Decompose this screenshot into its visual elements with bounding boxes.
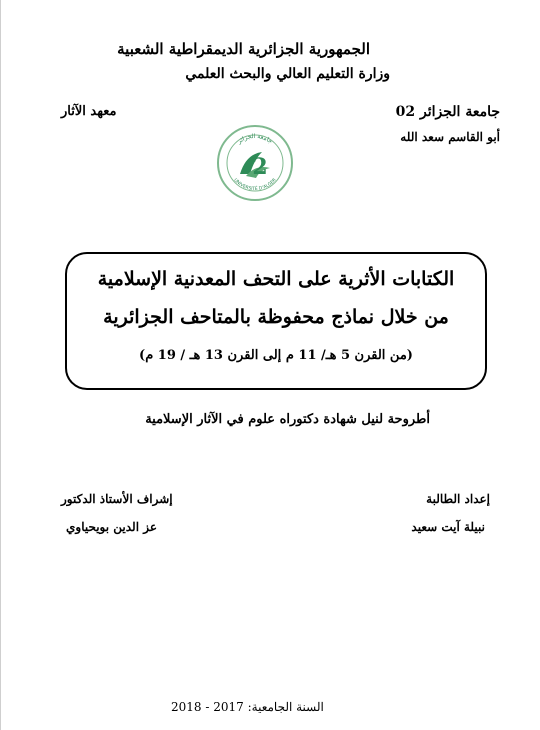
thesis-title-box [65, 252, 487, 390]
thesis-title-line-1: الكتابات الأثرية على التحف المعدنية الإسلامية [97, 268, 455, 290]
seal-arc-bottom-text: UNIVERSITÉ D'ALGER [232, 177, 278, 193]
prepared-by-label: إعداد الطالبة [426, 492, 490, 506]
academic-year: السنة الجامعية: 2017 - 2018 [171, 700, 324, 714]
seal-numeral: 2 [252, 154, 268, 180]
university-name: جامعة الجزائر 02 [395, 104, 500, 120]
supervisor-label: إشراف الأستاذ الدكتور [61, 492, 173, 506]
thesis-period: (من القرن 5 هـ/ 11 م إلى القرن 13 هـ / 19 م) [139, 348, 413, 363]
thesis-title-line-2: من خلال نماذج محفوظة بالمتاحف الجزائرية [103, 306, 449, 328]
university-seal-icon [216, 124, 294, 202]
republic-heading: الجمهورية الجزائرية الديمقراطية الشعبية [117, 40, 370, 58]
seal-arc-top-text: جامعة الجزائر [236, 132, 274, 146]
university-founder-name: أبو القاسم سعد الله [400, 130, 500, 144]
student-name: نبيلة آيت سعيد [411, 520, 485, 534]
institute-name: معهد الآثار [61, 104, 117, 119]
supervisor-name: عز الدين بويحياوي [66, 520, 157, 534]
thesis-degree-statement: أطروحة لنيل شهادة دكتوراه علوم في الآثار الإسلامية [145, 412, 430, 427]
ministry-heading: وزارة التعليم العالي والبحث العلمي [185, 66, 390, 82]
